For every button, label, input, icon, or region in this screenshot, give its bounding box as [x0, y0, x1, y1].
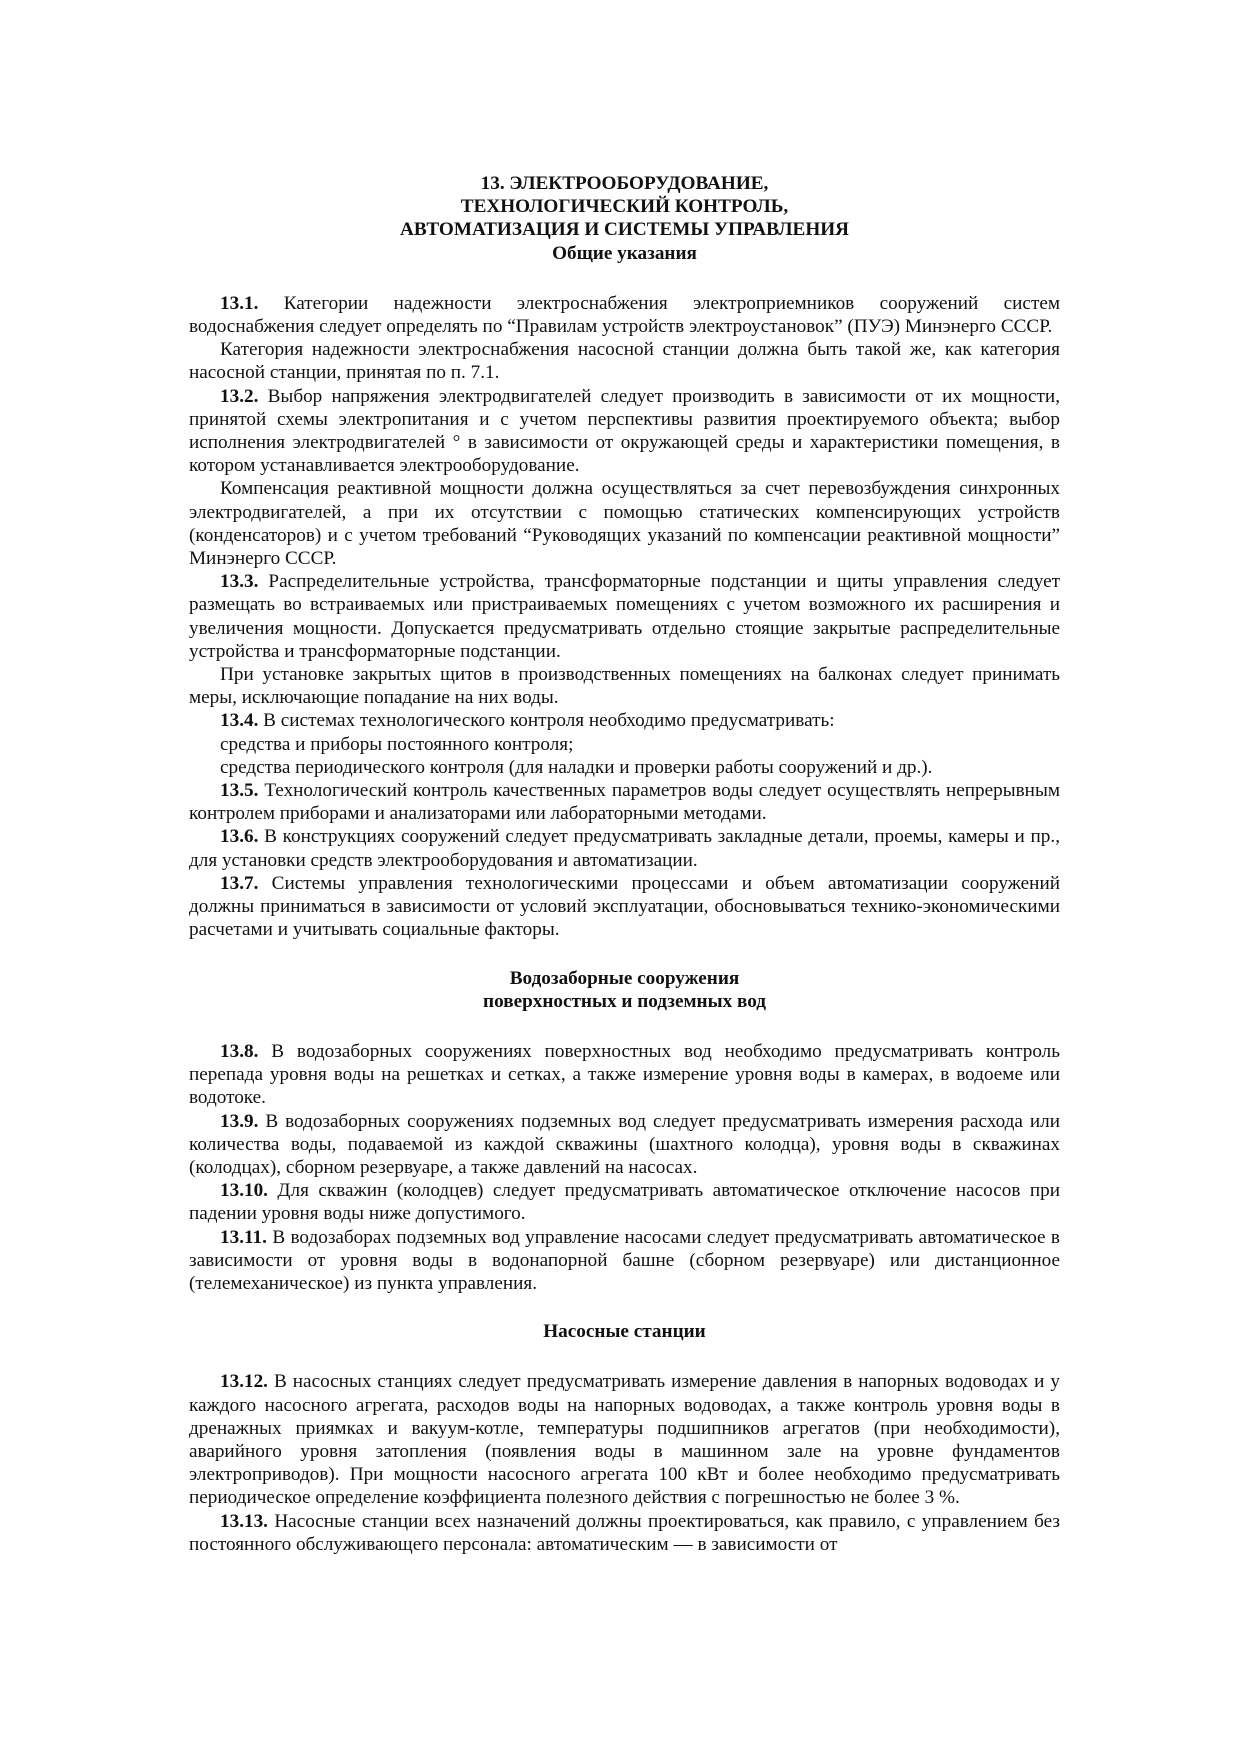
paragraph-text: В водозаборах подземных вод управление насосами следует предусматривать автоматическое в зависимости от уровня воды в водонапорной башне (сборном резервуаре) или дистанционное (телемеханическое) из пункта управления.	[189, 1226, 1060, 1294]
paragraph-text: В конструкциях сооружений следует предусматривать закладные детали, проемы, камеры и пр., для установки средств электрооборудования и автоматизации.	[189, 826, 1060, 871]
paragraph	[189, 779, 1060, 825]
section-title-line: поверхностных и подземных вод	[483, 990, 766, 1012]
paragraph	[189, 477, 1060, 570]
section-general	[189, 292, 1060, 942]
paragraph	[189, 1179, 1060, 1225]
clause-number: 13.2.	[220, 385, 259, 407]
paragraph	[189, 1370, 1060, 1509]
paragraph-text: При установке закрытых щитов в производственных помещениях на балконах следует принимать меры, исключающие попадание на них воды.	[189, 664, 1060, 709]
paragraph-text: средства периодического контроля (для наладки и проверки работы сооружений и др.).	[220, 756, 933, 778]
section-title-intakes	[189, 967, 1060, 1013]
spacer	[189, 1013, 1060, 1040]
section-intakes	[189, 1040, 1060, 1295]
paragraph-text: Выбор напряжения электродвигателей следует производить в зависимости от их мощности, принятой схемы электропитания и с учетом перспективы развития проектируемого объекта; выбор исполнения электродвигателей ° в зависимости от окружающей среды и характеристики помещения, в котором устанавливается электрооборудование.	[189, 385, 1060, 477]
clause-number: 13.1.	[220, 292, 259, 314]
chapter-title-line: АВТОМАТИЗАЦИЯ И СИСТЕМЫ УПРАВЛЕНИЯ	[399, 219, 850, 241]
section-title-line: Насосные станции	[543, 1321, 706, 1343]
paragraph	[189, 570, 1060, 663]
paragraph-text: В водозаборных сооружениях поверхностных вод необходимо предусматривать контроль перепада уровня воды на решетках и сетках, а также измерение уровня воды в камерах, в водоеме или водотоке.	[189, 1040, 1060, 1109]
spacer	[189, 1295, 1060, 1320]
paragraph	[189, 1226, 1060, 1296]
chapter-title-line: 13. ЭЛЕКТРООБОРУДОВАНИЕ,	[480, 173, 769, 194]
clause-number: 13.4.	[220, 710, 259, 732]
paragraph	[189, 385, 1060, 478]
clause-number: 13.7.	[220, 872, 259, 894]
paragraph	[189, 872, 1060, 942]
document-page	[189, 172, 1060, 1556]
paragraph	[189, 1510, 1060, 1556]
paragraph-text: Системы управления технологическими процессами и объем автоматизации сооружений должны приниматься в зависимости от условий эксплуатации, обосновываться технико-экономическими расчетами и учитывать социальные факторы.	[189, 872, 1060, 941]
paragraph	[189, 292, 1060, 338]
paragraph	[189, 709, 1060, 732]
paragraph-text: В водозаборных сооружениях подземных вод следует предусматривать измерения расхода или количества воды, подаваемой из каждой скважины (шахтного колодца), уровня воды в скважинах (колодцах), сборном резервуаре, а также давлений на насосах.	[189, 1110, 1060, 1178]
section-title-line: Водозаборные сооружения	[509, 967, 740, 989]
spacer	[189, 942, 1060, 967]
spacer	[189, 1343, 1060, 1370]
paragraph-text: Компенсация реактивной мощности должна осуществляться за счет перевозбуждения синхронных электродвигателей, а при их отсутствии с помощью статических компенсирующих устройств (конденсаторов) и с учетом требований “Руководящих указаний по компенсации реактивной мощности” Минэнерго СССР.	[189, 478, 1060, 570]
clause-number: 13.6.	[220, 826, 259, 848]
paragraph	[189, 733, 1060, 756]
section-pumps	[189, 1370, 1060, 1556]
paragraph	[189, 756, 1060, 779]
paragraph	[189, 1040, 1060, 1110]
paragraph-text: средства и приборы постоянного контроля;	[220, 733, 574, 755]
clause-number: 13.10.	[220, 1180, 268, 1202]
clause-number: 13.5.	[220, 780, 259, 802]
paragraph	[189, 825, 1060, 871]
clause-number: 13.12.	[220, 1371, 268, 1393]
section-title-general: Общие указания	[552, 242, 697, 264]
chapter-title	[189, 172, 1060, 265]
clause-number: 13.11.	[220, 1226, 267, 1248]
clause-number: 13.8.	[220, 1040, 259, 1062]
paragraph-text: В насосных станциях следует предусматривать измерение давления в напорных водоводах и у каждого насосного агрегата, расходов воды на напорных водоводах, а также контроль уровня воды в дренажных приямках и вакуум-котле, температуры подшипников агрегатов (при необходимости), аварийного уровня затопления (появления воды в машинном зале на уровне фундаментов электроприводов). При мощности насосного агрегата 100 кВт и более необходимо предусматривать периодическое определение коэффициента полезного действия с погрешностью не более 3 %.	[189, 1371, 1060, 1509]
paragraph	[189, 1110, 1060, 1180]
paragraph-text: Категория надежности электроснабжения насосной станции должна быть такой же, как категория насосной станции, принятая по п. 7.1.	[189, 339, 1060, 384]
paragraph-text: Распределительные устройства, трансформаторные подстанции и щиты управления следует размещать во встраиваемых или пристраиваемых помещениях с учетом возможного их расширения и увеличения мощности. Допускается предусматривать отдельно стоящие закрытые распределительные устройства и трансформаторные подстанции.	[189, 571, 1060, 662]
paragraph-text: Категории надежности электроснабжения электроприемников сооружений систем водоснабжения следует определять по “Правилам устройств электроустановок” (ПУЭ) Минэнерго СССР.	[189, 292, 1060, 338]
paragraph-text: Насосные станции всех назначений должны проектироваться, как правило, с управлением без постоянного обслуживающего персонала: автоматическим — в зависимости от	[189, 1510, 1060, 1555]
paragraph	[189, 338, 1060, 384]
clause-number: 13.13.	[220, 1510, 268, 1532]
section-title-pumps	[189, 1320, 1060, 1343]
chapter-title-line: ТЕХНОЛОГИЧЕСКИЙ КОНТРОЛЬ,	[460, 196, 789, 218]
clause-number: 13.9.	[220, 1110, 259, 1132]
clause-number: 13.3.	[220, 571, 259, 593]
paragraph-text: Технологический контроль качественных параметров воды следует осуществлять непрерывным контролем приборами и анализаторами или лабораторными методами.	[189, 780, 1060, 825]
paragraph-text: В системах технологического контроля необходимо предусматривать:	[258, 710, 835, 732]
paragraph	[189, 663, 1060, 709]
paragraph-text: Для скважин (колодцев) следует предусматривать автоматическое отключение насосов при падении уровня воды ниже допустимого.	[189, 1180, 1060, 1225]
